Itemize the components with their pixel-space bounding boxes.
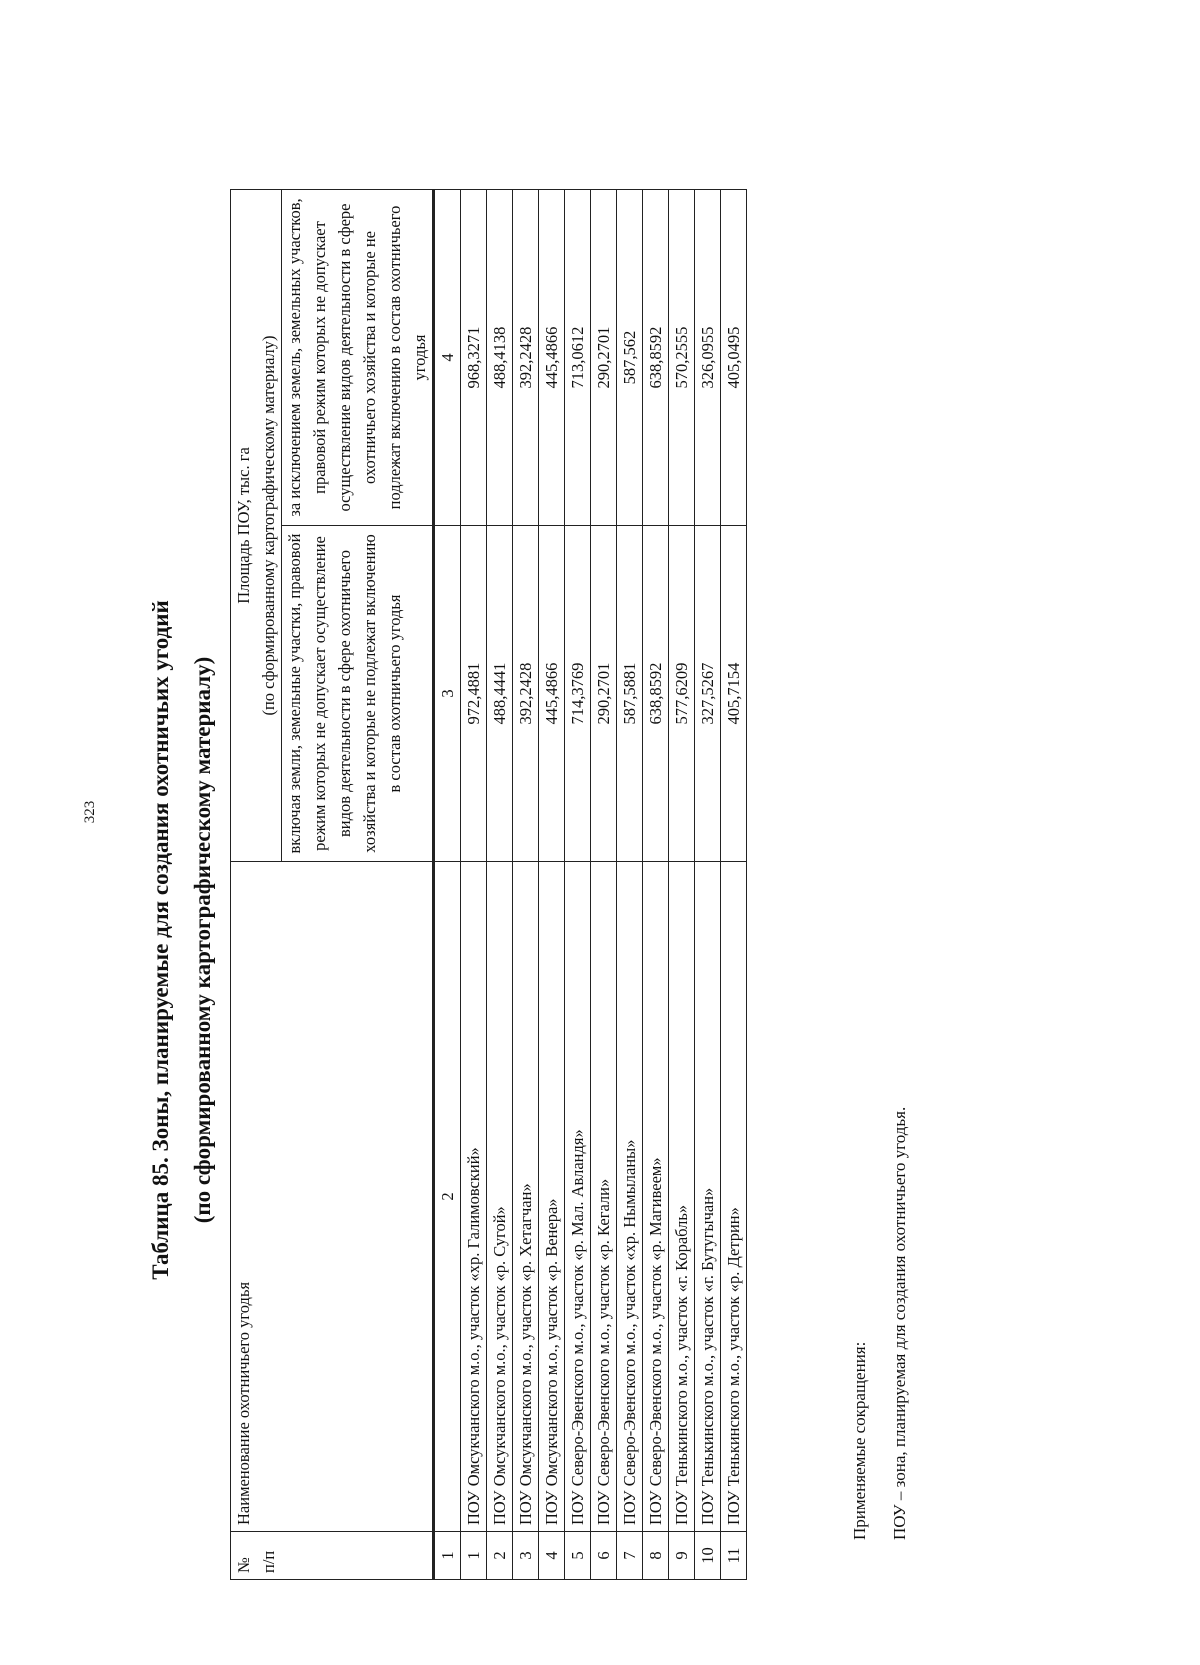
table-row xyxy=(643,190,669,1580)
row-value-col4: 488,4138 xyxy=(487,190,513,526)
title-line-2: (по сформированному картографическому материалу) xyxy=(190,656,215,1224)
row-no: 8 xyxy=(643,1532,669,1580)
index-row xyxy=(434,190,461,1580)
table-row xyxy=(461,190,487,1580)
row-value-col3: 445,4866 xyxy=(539,526,565,862)
header-name: Наименование охотничьего угодья xyxy=(231,862,434,1532)
row-name: ПОУ Омсукчанского м.о., участок «хр. Галимовский» xyxy=(461,862,487,1532)
row-value-col3: 714,3769 xyxy=(565,526,591,862)
row-no: 4 xyxy=(539,1532,565,1580)
row-value-col4: 290,2701 xyxy=(591,190,617,526)
row-value-col3: 392,2428 xyxy=(513,526,539,862)
table-row xyxy=(487,190,513,1580)
index-cell: 4 xyxy=(434,190,461,526)
row-value-col3: 488,4441 xyxy=(487,526,513,862)
index-cell: 3 xyxy=(434,526,461,862)
row-no: 9 xyxy=(669,1532,695,1580)
title-line-1: Таблица 85. Зоны, планируемые для создания охотничьих угодий xyxy=(148,600,173,1280)
row-name: ПОУ Омсукчанского м.о., участок «р. Сугой» xyxy=(487,862,513,1532)
row-value-col4: 445,4866 xyxy=(539,190,565,526)
row-value-col3: 972,4881 xyxy=(461,526,487,862)
row-value-col3: 638,8592 xyxy=(643,526,669,862)
table-row xyxy=(695,190,721,1580)
row-value-col3: 587,5881 xyxy=(617,526,643,862)
header-area: Площадь ПОУ, тыс. га (по сформированному картографическому материалу) xyxy=(231,190,282,862)
row-no: 2 xyxy=(487,1532,513,1580)
row-value-col3: 405,7154 xyxy=(721,526,747,862)
abbreviations-notes xyxy=(840,1107,920,1540)
row-name: ПОУ Северо-Эвенского м.о., участок «р. Магивеем» xyxy=(643,862,669,1532)
row-no: 1 xyxy=(461,1532,487,1580)
table-row xyxy=(513,190,539,1580)
header-col4: за исключением земель, земельных участков, правовой режим которых не допускает осуществление видов деятельности в сфере охотничьего хозяйства и которые не подлежат включению в состав охотничьего угодья xyxy=(282,190,434,526)
row-name: ПОУ Северо-Эвенского м.о., участок «р. Мал. Авландя» xyxy=(565,862,591,1532)
row-name: ПОУ Омсукчанского м.о., участок «р. Хетагчан» xyxy=(513,862,539,1532)
rotated-page-content xyxy=(140,140,960,1580)
notes-abbreviation: ПОУ – зона, планируемая для создания охотничьего угодья. xyxy=(890,1106,909,1540)
row-value-col4: 638,8592 xyxy=(643,190,669,526)
table-row xyxy=(591,190,617,1580)
table-row xyxy=(539,190,565,1580)
table-row xyxy=(669,190,695,1580)
row-name: ПОУ Северо-Эвенского м.о., участок «р. Кегали» xyxy=(591,862,617,1532)
page-number: 323 xyxy=(82,800,98,824)
row-no: 6 xyxy=(591,1532,617,1580)
row-value-col3: 290,2701 xyxy=(591,526,617,862)
notes-heading: Применяемые сокращения: xyxy=(850,1341,869,1540)
row-value-col3: 577,6209 xyxy=(669,526,695,862)
table-title xyxy=(140,340,224,1540)
row-value-col4: 968,3271 xyxy=(461,190,487,526)
row-value-col4: 405,0495 xyxy=(721,190,747,526)
row-value-col4: 392,2428 xyxy=(513,190,539,526)
row-name: ПОУ Северо-Эвенского м.о., участок «хр. Нымыланы» xyxy=(617,862,643,1532)
row-name: ПОУ Тенькинского м.о., участок «г. Бутугычан» xyxy=(695,862,721,1532)
header-col3: включая земли, земельные участки, правовой режим которых не допускает осуществление видов деятельности в сфере охотничьего хозяйства и которые не подлежат включению в состав охотничьего угодья xyxy=(282,526,434,862)
table-row xyxy=(721,190,747,1580)
table-row xyxy=(617,190,643,1580)
index-cell: 2 xyxy=(434,862,461,1532)
row-name: ПОУ Омсукчанского м.о., участок «р. Венера» xyxy=(539,862,565,1532)
row-no: 7 xyxy=(617,1532,643,1580)
row-no: 10 xyxy=(695,1532,721,1580)
row-value-col4: 570,2555 xyxy=(669,190,695,526)
row-value-col4: 713,0612 xyxy=(565,190,591,526)
header-row xyxy=(231,190,282,1580)
row-no: 11 xyxy=(721,1532,747,1580)
row-no: 5 xyxy=(565,1532,591,1580)
row-no: 3 xyxy=(513,1532,539,1580)
hunting-zones-table xyxy=(230,189,747,1580)
row-name: ПОУ Тенькинского м.о., участок «г. Корабль» xyxy=(669,862,695,1532)
row-name: ПОУ Тенькинского м.о., участок «р. Детрин» xyxy=(721,862,747,1532)
index-cell: 1 xyxy=(434,1532,461,1580)
row-value-col4: 587,562 xyxy=(617,190,643,526)
table-row xyxy=(565,190,591,1580)
header-no: № п/п xyxy=(231,1532,434,1580)
row-value-col4: 326,0955 xyxy=(695,190,721,526)
row-value-col3: 327,5267 xyxy=(695,526,721,862)
